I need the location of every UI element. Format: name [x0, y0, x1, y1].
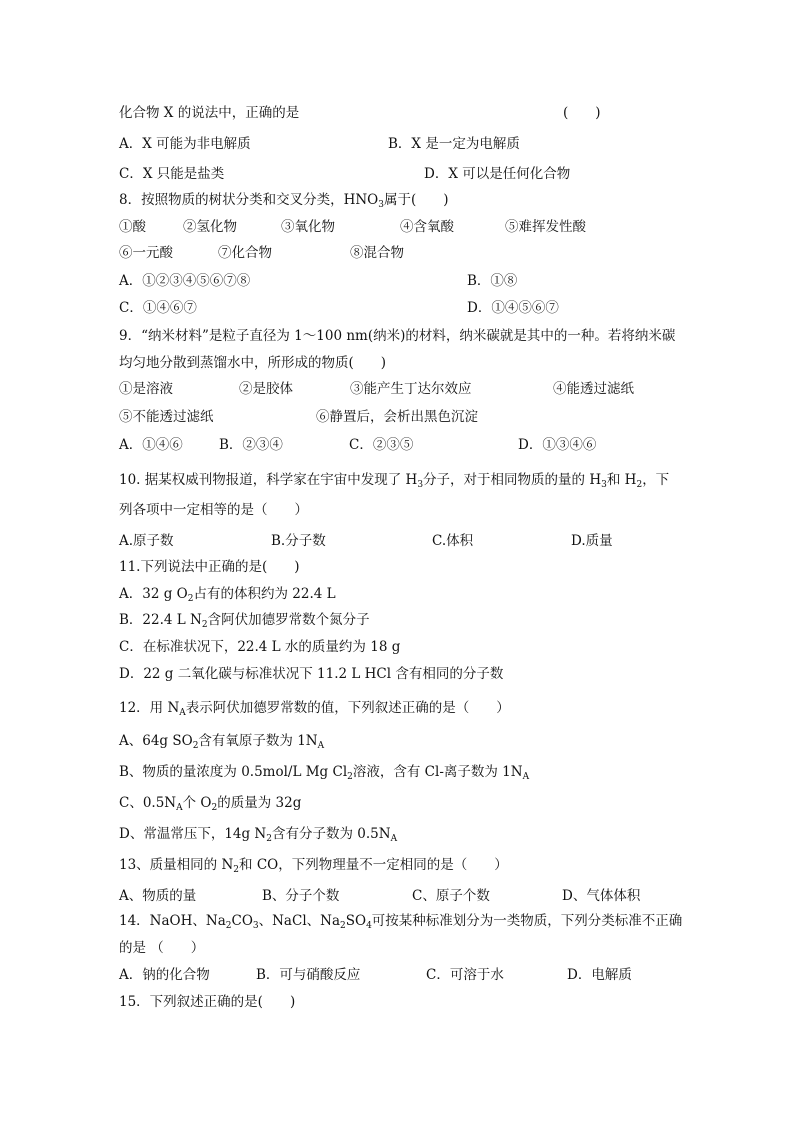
q12-option-d: D、常温常压下，14g $N_2$含有分子数为 $0.5N_A$ — [119, 826, 398, 844]
q7-option-a: A．X 可能为非电解质 — [119, 136, 251, 152]
q10-option-b: B.分子数 — [271, 533, 326, 549]
q14-option-d: D．电解质 — [567, 967, 632, 983]
q8-option-d: D．①④⑤⑥⑦ — [467, 300, 559, 316]
q7-option-c: C．X 只能是盐类 — [119, 166, 225, 182]
q9-stem-line2: 均匀地分散到蒸馏水中，所形成的物质( ) — [119, 355, 387, 371]
q9-item-2: ②是胶体 — [239, 381, 293, 397]
q9-item-6: ⑥静置后，会析出黑色沉淀 — [316, 409, 478, 425]
q8-item-7: ⑦化合物 — [218, 245, 272, 261]
q8-item-1: ①酸 — [119, 219, 146, 235]
q8-item-3: ③氧化物 — [281, 219, 335, 235]
q14-option-a: A．钠的化合物 — [119, 967, 210, 983]
q8-item-6: ⑥一元酸 — [119, 245, 173, 261]
q9-option-b: B．②③④ — [219, 437, 283, 453]
q13-option-a: A、物质的量 — [119, 888, 197, 904]
q11-option-c: C．在标准状况下，22.4 L 水的质量约为 18 g — [119, 639, 401, 655]
q11-option-a: A．32 g $O_2$占有的体积约为 22.4 L — [119, 586, 336, 604]
q14-stem-line2: 的是 （ ） — [119, 940, 205, 956]
q8-item-4: ④含氧酸 — [400, 219, 454, 235]
q12-option-a: A、64g $SO_2$含有氧原子数为 $1N_A$ — [119, 733, 325, 751]
q11-option-d: D．22 g 二氧化碳与标准状况下 11.2 L HCl 含有相同的分子数 — [119, 666, 504, 682]
q10-stem-line1: 10. 据某权威刊物报道，科学家在宇宙中发现了 $H_3$分子，对于相同物质的量的 $H_3$和 $H_2$，下 — [119, 472, 670, 490]
q8-item-5: ⑤难挥发性酸 — [505, 219, 586, 235]
q8-item-8: ⑧混合物 — [350, 245, 404, 261]
q10-option-a: A.原子数 — [119, 533, 174, 549]
q12-option-b: B、物质的量浓度为 0.5mol/L Mg $Cl_2$溶液，含有 Cl-离子数为 $1N_A$ — [119, 764, 530, 782]
q10-option-c: C.体积 — [432, 533, 474, 549]
q13-stem: 13、质量相同的 $N_2$和 CO，下列物理量不一定相同的是（ ） — [119, 857, 508, 875]
q14-option-b: B．可与硝酸反应 — [256, 967, 361, 983]
q7-stem: 化合物 X 的说法中，正确的是 — [119, 105, 300, 121]
q13-option-b: B、分子个数 — [262, 888, 340, 904]
q7-answer-paren: ( ) — [563, 105, 601, 121]
q11-stem: 11.下列说法中正确的是( ) — [119, 559, 300, 575]
q14-stem-line1: 14．NaOH、$Na_2CO_3$、NaCl、$Na_2SO_4$可按某种标准划分为一类物质，下列分类标准不正确 — [119, 913, 683, 931]
q8-option-a: A．①②③④⑤⑥⑦⑧ — [119, 273, 251, 289]
q11-option-b: B．22.4 L $N_2$含阿伏加德罗常数个氮分子 — [119, 612, 370, 630]
q14-option-c: C．可溶于水 — [426, 967, 504, 983]
q9-item-4: ④能透过滤纸 — [553, 381, 634, 397]
q9-option-a: A．①④⑥ — [119, 437, 183, 453]
q9-stem-line1: 9．“纳米材料”是粒子直径为 1～100 nm(纳米)的材料，纳米碳就是其中的一种。若将纳米碳 — [119, 328, 676, 344]
q8-option-c: C．①④⑥⑦ — [119, 300, 197, 316]
q10-option-d: D.质量 — [571, 533, 613, 549]
q8-item-2: ②氢化物 — [183, 219, 237, 235]
q15-stem: 15．下列叙述正确的是( ) — [119, 994, 296, 1010]
q9-option-d: D．①③④⑥ — [518, 437, 597, 453]
q12-option-c: C、$0.5N_A$个 $O_2$的质量为 32g — [119, 795, 302, 813]
q9-item-5: ⑤不能透过滤纸 — [119, 409, 214, 425]
q7-option-d: D．X 可以是任何化合物 — [424, 166, 571, 182]
q9-option-c: C．②③⑤ — [349, 437, 414, 453]
q8-stem: 8．按照物质的树状分类和交叉分类，$HNO_3$属于( ) — [119, 192, 449, 210]
q8-option-b: B．①⑧ — [467, 273, 518, 289]
q9-item-1: ①是溶液 — [119, 381, 173, 397]
q9-item-3: ③能产生丁达尔效应 — [350, 381, 472, 397]
q12-stem: 12．用 $N_A$表示阿伏加德罗常数的值，下列叙述正确的是（ ） — [119, 700, 510, 718]
q13-option-d: D、气体体积 — [562, 888, 641, 904]
q13-option-c: C、原子个数 — [412, 888, 490, 904]
q10-stem-line2: 列各项中一定相等的是（ ） — [119, 502, 308, 518]
q7-option-b: B．X 是一定为电解质 — [388, 136, 520, 152]
